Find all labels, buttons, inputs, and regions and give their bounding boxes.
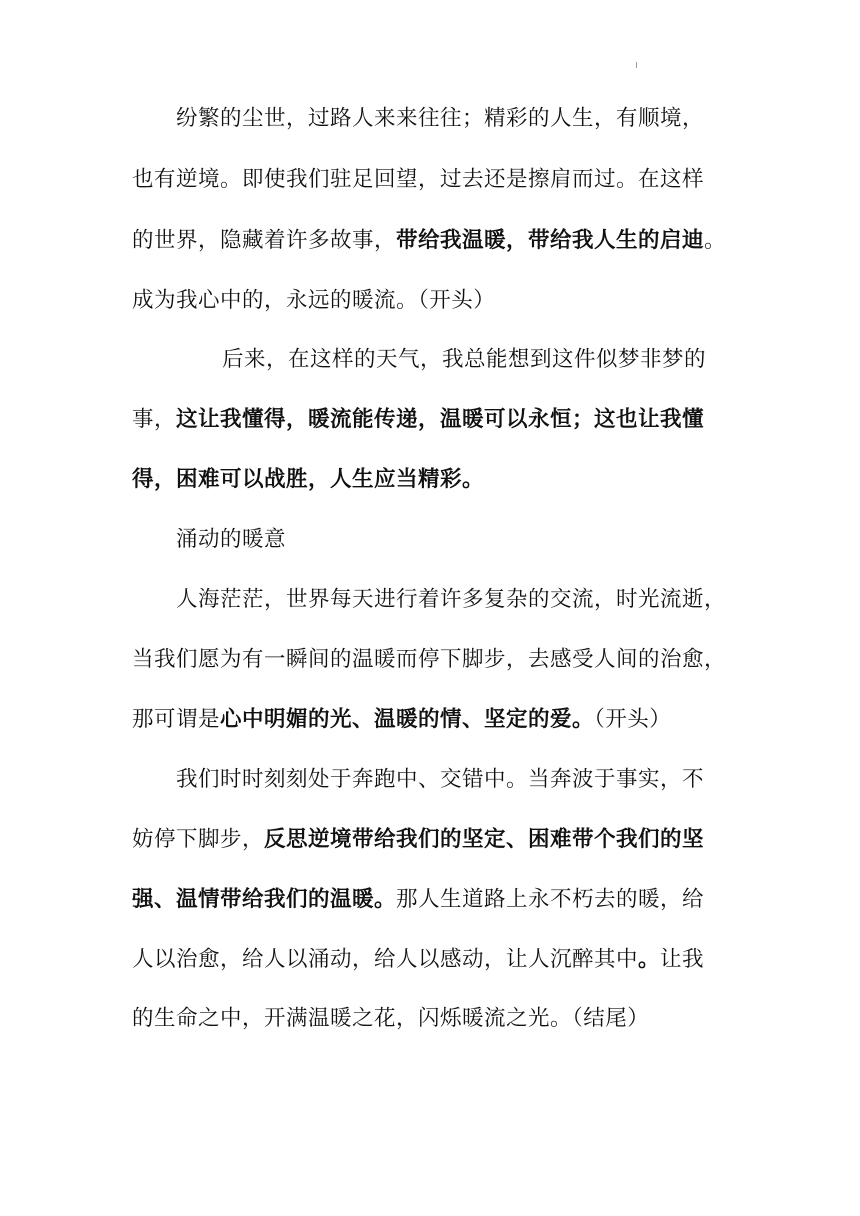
text-run: 人以治愈，给人以涌动，给人以感动，让人沉醉其中	[132, 947, 639, 972]
paragraph-2-line-3: 得，困难可以战胜，人生应当精彩。	[132, 467, 485, 492]
paragraph-4-line-1: 我们时时刻刻处于奔跑中、交错中。当奔波于事实，不	[176, 767, 705, 792]
bold-text-run: 心中明媚的光、温暖的情、坚定的爱。	[220, 707, 595, 732]
bold-text-run: 反思逆境带给我们的坚定、困难带个我们的坚	[264, 827, 705, 852]
paragraph-2-line-1: 后来，在这样的天气，我总能想到这件似梦非梦的	[222, 347, 707, 372]
text-run: 事，	[132, 407, 177, 432]
paragraph-4-line-2	[132, 825, 742, 855]
paragraph-2-line-2	[132, 405, 742, 435]
paragraph-3-line-1: 人海茫茫，世界每天进行着许多复杂的交流，时光流逝，	[176, 587, 727, 612]
bold-text-run: 强、温情带给我们的温暖。	[132, 887, 397, 912]
text-run: 那人生道路上永不朽去的暖，给	[396, 887, 705, 912]
bold-text-run: 带给我温暖，带给我人生的启迪	[396, 228, 705, 253]
text-run: 妨停下脚步，	[132, 827, 265, 852]
paragraph-3-line-2: 当我们愿为有一瞬间的温暖而停下脚步，去感受人间的治愈，	[132, 647, 727, 672]
paragraph-4-line-5: 的生命之中，开满温暖之花，闪烁暖流之光。（结尾）	[132, 1006, 650, 1031]
paragraph-4-line-3	[132, 885, 742, 915]
text-run: 的世界，隐藏着许多故事，	[132, 228, 397, 253]
text-run: （开头）	[594, 707, 672, 732]
text-run: 。	[704, 228, 727, 253]
bold-text-run: 。	[638, 947, 661, 972]
paragraph-1-line-3	[132, 226, 742, 256]
text-run: 那可谓是	[132, 707, 221, 732]
page-mark	[636, 62, 637, 68]
paragraph-1-line-2: 也有逆境。即使我们驻足回望，过去还是擦肩而过。在这样	[132, 167, 705, 192]
paragraph-4-line-4	[132, 945, 742, 975]
section-heading: 涌动的暖意	[176, 527, 287, 552]
text-run: 让我	[660, 947, 705, 972]
paragraph-1-line-1: 纷繁的尘世，过路人来来往往；精彩的人生，有顺境，	[176, 106, 705, 131]
paragraph-3-line-3	[132, 705, 742, 735]
bold-text-run: 这让我懂得，暖流能传递，温暖可以永恒；这也让我懂	[176, 407, 705, 432]
paragraph-1-line-4: 成为我心中的，永远的暖流。（开头）	[132, 288, 496, 313]
